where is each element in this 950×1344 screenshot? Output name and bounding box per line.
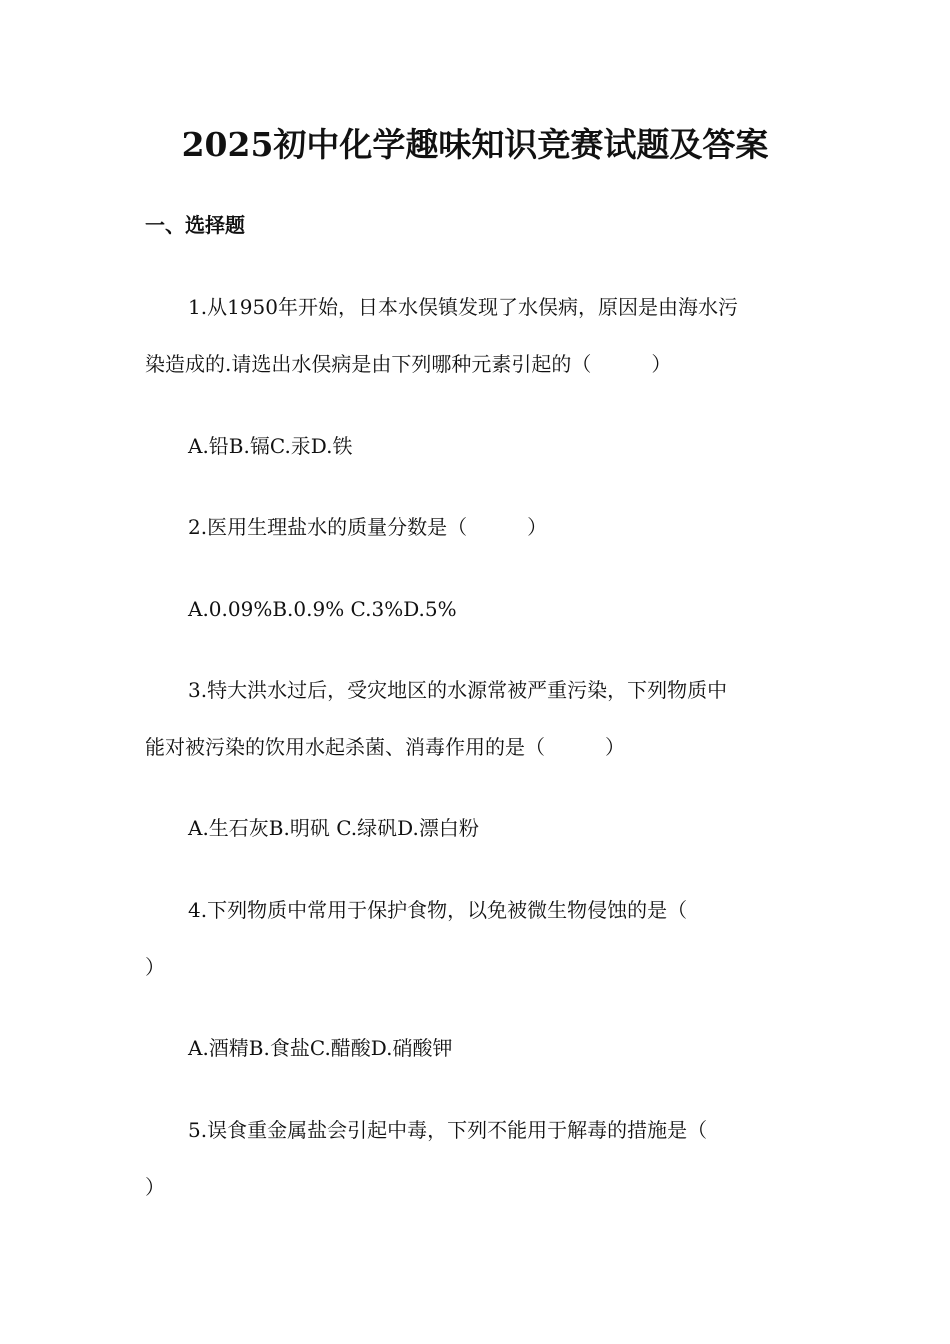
question-1-text-line-2: 染造成的.请选出水俣病是由下列哪种元素引起的（ ） [145,352,672,376]
question-3-options: A.生石灰B.明矾 C.绿矾D.漂白粉 [188,816,479,840]
question-4-text-line-1: 4.下列物质中常用于保护食物，以免被微生物侵蚀的是（ [188,898,688,922]
question-3-text-line-1: 3.特大洪水过后，受灾地区的水源常被严重污染，下列物质中 [188,678,728,702]
question-1-options: A.铅B.镉C.汞D.铁 [188,434,353,458]
question-3-text-line-2: 能对被污染的饮用水起杀菌、消毒作用的是（ ） [145,735,625,759]
section-heading: 一、选择题 [145,213,245,237]
question-2-text: 2.医用生理盐水的质量分数是（ ） [188,515,548,539]
question-5-text-line-1: 5.误食重金属盐会引起中毒，下列不能用于解毒的措施是（ [188,1118,708,1142]
question-4-options: A.酒精B.食盐C.醋酸D.硝酸钾 [188,1036,453,1060]
question-4-text-line-2: ） [145,955,165,979]
page-title: 2025初中化学趣味知识竞赛试题及答案 [181,125,769,164]
question-5-text-line-2: ） [145,1175,165,1199]
question-2-options: A.0.09%B.0.9% C.3%D.5% [188,597,457,621]
question-1-text-line-1: 1.从1950年开始，日本水俣镇发现了水俣病，原因是由海水污 [188,295,738,319]
